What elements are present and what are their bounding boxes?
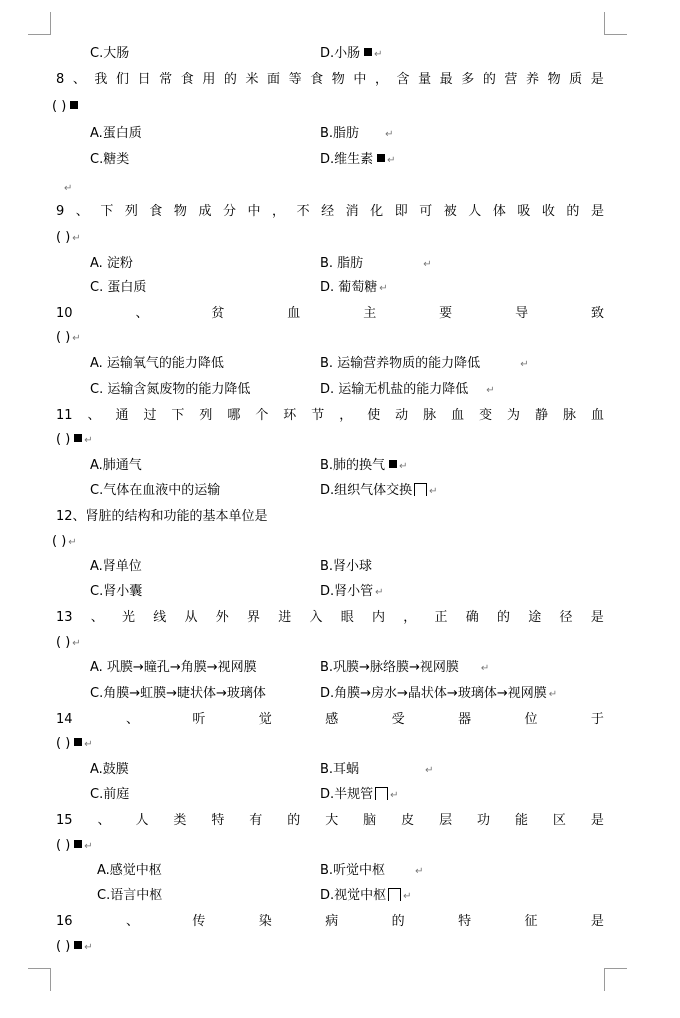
stem-char: 物: [547, 72, 561, 87]
stem-char: ，: [374, 72, 388, 87]
question-10-stem: [56, 306, 604, 322]
answer-blank: ( ) ↵: [56, 330, 81, 345]
paragraph-mark-icon: ↵: [403, 891, 412, 902]
paragraph-mark-icon: ↵: [379, 283, 388, 294]
option-c: C.肾小囊: [90, 584, 143, 599]
stem-char: 大: [325, 813, 339, 828]
stem-char: 环: [283, 408, 297, 423]
stem-char: 、: [87, 408, 101, 423]
option-c: C. 运输含氮废物的能力降低: [90, 382, 251, 397]
stem-char: 途: [528, 610, 542, 625]
stem-char: 眼: [340, 610, 354, 625]
stem-char: 日: [137, 72, 151, 87]
stem-char: 皮: [401, 813, 415, 828]
stem-char: 不: [296, 204, 310, 219]
stem-char: 正: [434, 610, 448, 625]
option-a: A.感觉中枢: [97, 863, 162, 878]
square-mark-icon: [74, 738, 82, 746]
stem-char: 感: [325, 712, 339, 727]
paragraph-mark-icon: ↵: [429, 486, 438, 497]
stem-char: 11: [56, 408, 73, 423]
stem-char: 收: [541, 204, 555, 219]
paragraph-mark-icon: ↵: [385, 129, 394, 140]
stem-char: 致: [590, 306, 604, 321]
square-mark-icon: [70, 101, 78, 109]
option-a: A.鼓膜: [90, 762, 129, 777]
option-d: D. 葡萄糖 ↵: [320, 280, 388, 295]
paragraph-mark-icon: ↵: [72, 233, 81, 244]
question-9-stem: [56, 204, 604, 220]
stem-char: 食: [310, 72, 324, 87]
stem-char: 外: [215, 610, 229, 625]
stem-char: 入: [309, 610, 323, 625]
stem-char: 8: [56, 72, 65, 87]
question-12-stem: 12、肾脏的结构和功能的基本单位是: [56, 509, 268, 524]
stem-char: 的: [391, 914, 405, 929]
answer-blank: ( ) ↵: [56, 939, 93, 954]
stem-char: 下: [171, 408, 185, 423]
stem-char: 血: [590, 408, 604, 423]
stem-char: 、: [135, 306, 149, 321]
stem-char: 多: [461, 72, 475, 87]
stem-char: 光: [122, 610, 136, 625]
question-14-stem: [56, 712, 604, 728]
question-11-stem: [56, 408, 604, 424]
stem-char: 质: [569, 72, 583, 87]
corner-mark-top-right: [604, 12, 627, 35]
paragraph-mark-icon: ↵: [84, 739, 93, 750]
option-d: D. 运输无机盐的能力降低 ↵: [320, 382, 495, 397]
stem-char: 于: [590, 712, 604, 727]
stem-char: 的: [497, 610, 511, 625]
option-c: C. 蛋白质: [90, 280, 147, 295]
option-a: A.蛋白质: [90, 126, 142, 141]
option-c: C.前庭: [90, 787, 130, 802]
stem-char: 分: [222, 204, 236, 219]
stem-char: 导: [515, 306, 529, 321]
option-d: D.角膜→房水→晶状体→玻璃体→视网膜 ↵: [320, 686, 558, 701]
option-c: C.气体在血液中的运输: [90, 483, 221, 498]
question-8-stem: [56, 72, 604, 88]
stem-char: 觉: [258, 712, 272, 727]
option-c: C.大肠: [90, 46, 130, 61]
option-a: A.肺通气: [90, 458, 142, 473]
stem-char: 养: [525, 72, 539, 87]
option-d: D.半规管 ↵: [320, 787, 399, 802]
stem-char: 人: [468, 204, 482, 219]
stem-char: 界: [247, 610, 261, 625]
stem-char: 吸: [517, 204, 531, 219]
stem-char: 被: [443, 204, 457, 219]
paragraph-mark-icon: ↵: [415, 866, 424, 877]
paragraph-mark-icon: ↵: [84, 435, 93, 446]
stem-char: 径: [559, 610, 573, 625]
stem-char: 静: [535, 408, 549, 423]
paragraph-mark-icon: ↵: [520, 359, 529, 370]
stem-char: 脑: [363, 813, 377, 828]
stem-char: 我: [94, 72, 108, 87]
box-mark-icon: [414, 483, 427, 496]
stem-char: 的: [223, 72, 237, 87]
stem-char: 食: [149, 204, 163, 219]
stem-char: 个: [255, 408, 269, 423]
option-b: B. 脂肪 ↵: [320, 256, 432, 271]
option-b: B.脂肪 ↵: [320, 126, 394, 141]
option-d: D.组织气体交换 ↵: [320, 483, 438, 498]
option-a: A. 淀粉: [90, 256, 133, 271]
stem-char: 们: [116, 72, 130, 87]
stem-char: 位: [524, 712, 538, 727]
stem-char: 最: [439, 72, 453, 87]
stem-char: 常: [159, 72, 173, 87]
option-b: B.肺的换气 ↵: [320, 458, 408, 473]
stem-char: 是: [590, 72, 604, 87]
stem-char: 等: [288, 72, 302, 87]
stem-char: 传: [192, 914, 206, 929]
option-d: D.小肠 ↵: [320, 46, 383, 61]
paragraph-mark-icon: ↵: [72, 333, 81, 344]
paragraph-mark-icon: ↵: [72, 638, 81, 649]
question-15-stem: [56, 813, 604, 829]
stem-char: 列: [124, 204, 138, 219]
option-c: C.角膜→虹膜→睫状体→玻璃体: [90, 686, 266, 701]
paragraph-mark-icon: ↵: [399, 461, 408, 472]
answer-blank: ( ) ↵: [56, 736, 93, 751]
square-mark-icon: [377, 154, 385, 162]
stem-char: 、: [72, 72, 86, 87]
stem-char: 14: [56, 712, 73, 727]
stem-char: 、: [90, 610, 104, 625]
stem-char: ，: [339, 408, 353, 423]
option-b: B.巩膜→脉络膜→视网膜 ↵: [320, 660, 490, 675]
question-16-stem: [56, 914, 604, 930]
option-b: B.听觉中枢 ↵: [320, 863, 424, 878]
stem-char: 节: [311, 408, 325, 423]
corner-mark-bottom-right: [604, 968, 627, 991]
stem-char: 特: [458, 914, 472, 929]
option-b: B.耳蜗 ↵: [320, 762, 434, 777]
stem-char: 过: [143, 408, 157, 423]
stem-char: 食: [180, 72, 194, 87]
stem-char: 有: [249, 813, 263, 828]
stem-char: 、: [125, 914, 139, 929]
answer-blank: ( ) ↵: [56, 432, 93, 447]
corner-mark-bottom-left: [28, 968, 51, 991]
square-mark-icon: [364, 48, 372, 56]
stem-char: 、: [125, 712, 139, 727]
stem-char: 用: [202, 72, 216, 87]
stem-char: 类: [173, 813, 187, 828]
stem-char: 10: [56, 306, 73, 321]
option-c: C.语言中枢: [97, 888, 163, 903]
stem-char: ，: [272, 204, 286, 219]
stem-char: 的: [287, 813, 301, 828]
stem-char: 层: [439, 813, 453, 828]
stem-char: 量: [418, 72, 432, 87]
paragraph-mark-icon: ↵: [84, 841, 93, 852]
stem-char: 的: [566, 204, 580, 219]
stem-char: 含: [396, 72, 410, 87]
stem-char: 脉: [423, 408, 437, 423]
stem-char: 9: [56, 204, 65, 219]
paragraph-mark-icon: ↵: [390, 790, 399, 801]
stem-char: 要: [439, 306, 453, 321]
stem-char: 染: [258, 914, 272, 929]
answer-blank: ( ) ↵: [52, 534, 77, 549]
stem-char: 经: [321, 204, 335, 219]
stem-char: 物: [173, 204, 187, 219]
stem-char: 贫: [211, 306, 225, 321]
stem-char: 是: [590, 914, 604, 929]
option-a: A. 巩膜→瞳孔→角膜→视网膜: [90, 660, 257, 675]
stem-char: 变: [479, 408, 493, 423]
option-a: A.肾单位: [90, 559, 142, 574]
stem-char: 血: [287, 306, 301, 321]
paragraph-mark-icon: ↵: [68, 537, 77, 548]
stem-char: 区: [552, 813, 566, 828]
square-mark-icon: [389, 460, 397, 468]
stem-char: ，: [403, 610, 417, 625]
stem-char: 征: [524, 914, 538, 929]
paragraph-mark-icon: ↵: [84, 942, 93, 953]
paragraph-mark-icon: ↵: [423, 259, 432, 270]
stem-char: 、: [75, 204, 89, 219]
stem-char: 血: [451, 408, 465, 423]
stem-char: 是: [590, 813, 604, 828]
stem-char: 营: [504, 72, 518, 87]
stem-char: 确: [465, 610, 479, 625]
answer-blank: ( ) ↵: [56, 838, 93, 853]
box-mark-icon: [388, 888, 401, 901]
stem-char: 13: [56, 610, 73, 625]
stem-char: 即: [394, 204, 408, 219]
paragraph-mark-icon: ↵: [548, 689, 558, 700]
stem-char: 受: [391, 712, 405, 727]
stem-char: 16: [56, 914, 73, 929]
stem-char: 人: [135, 813, 149, 828]
stem-char: 使: [367, 408, 381, 423]
stem-char: 可: [419, 204, 433, 219]
stem-char: 中: [247, 204, 261, 219]
stem-char: 是: [590, 204, 604, 219]
answer-blank: ( ) ↵: [56, 230, 81, 245]
stem-char: 内: [372, 610, 386, 625]
stem-char: 脉: [562, 408, 576, 423]
paragraph-mark-icon: ↵: [486, 385, 495, 396]
stem-char: 通: [115, 408, 129, 423]
paragraph-mark-icon: ↵: [374, 49, 383, 60]
option-c: C.糖类: [90, 152, 130, 167]
square-mark-icon: [74, 941, 82, 949]
stem-char: 消: [345, 204, 359, 219]
answer-blank: ( ): [52, 99, 78, 115]
stem-char: 是: [590, 610, 604, 625]
paragraph-mark-icon: ↵: [425, 765, 434, 776]
option-d: D.肾小管 ↵: [320, 584, 384, 599]
paragraph-mark-icon: ↵: [375, 587, 384, 598]
option-a: A. 运输氧气的能力降低: [90, 356, 224, 371]
option-d: D.视觉中枢 ↵: [320, 888, 412, 903]
stem-char: 器: [458, 712, 472, 727]
stem-char: 哪: [227, 408, 241, 423]
paragraph-mark-icon: ↵: [64, 183, 73, 194]
square-mark-icon: [74, 434, 82, 442]
stem-char: 从: [184, 610, 198, 625]
stem-char: 成: [198, 204, 212, 219]
stem-char: 下: [100, 204, 114, 219]
stem-char: 米: [245, 72, 259, 87]
answer-blank: ( ) ↵: [56, 635, 81, 650]
stem-char: 体: [492, 204, 506, 219]
stem-char: 物: [331, 72, 345, 87]
stem-char: 病: [325, 914, 339, 929]
stem-char: 功: [477, 813, 491, 828]
stem-char: 主: [363, 306, 377, 321]
stem-char: 动: [395, 408, 409, 423]
stem-char: 化: [370, 204, 384, 219]
paragraph-mark-icon: ↵: [387, 155, 396, 166]
stem-char: 中: [353, 72, 367, 87]
stem-char: 15: [56, 813, 73, 828]
stem-char: 特: [211, 813, 225, 828]
option-b: B.肾小球: [320, 559, 373, 574]
stem-char: 、: [97, 813, 111, 828]
stem-char: 列: [199, 408, 213, 423]
question-13-stem: [56, 610, 604, 626]
corner-mark-top-left: [28, 12, 51, 35]
option-b: B. 运输营养物质的能力降低 ↵: [320, 356, 529, 371]
stem-char: 的: [482, 72, 496, 87]
box-mark-icon: [375, 787, 388, 800]
stem-char: 为: [507, 408, 521, 423]
stem-char: 线: [153, 610, 167, 625]
stem-char: 听: [192, 712, 206, 727]
square-mark-icon: [74, 840, 82, 848]
stem-char: 面: [267, 72, 281, 87]
stem-char: 能: [514, 813, 528, 828]
stem-char: 进: [278, 610, 292, 625]
option-d: D.维生素 ↵: [320, 152, 396, 167]
paragraph-mark-icon: ↵: [480, 663, 490, 674]
